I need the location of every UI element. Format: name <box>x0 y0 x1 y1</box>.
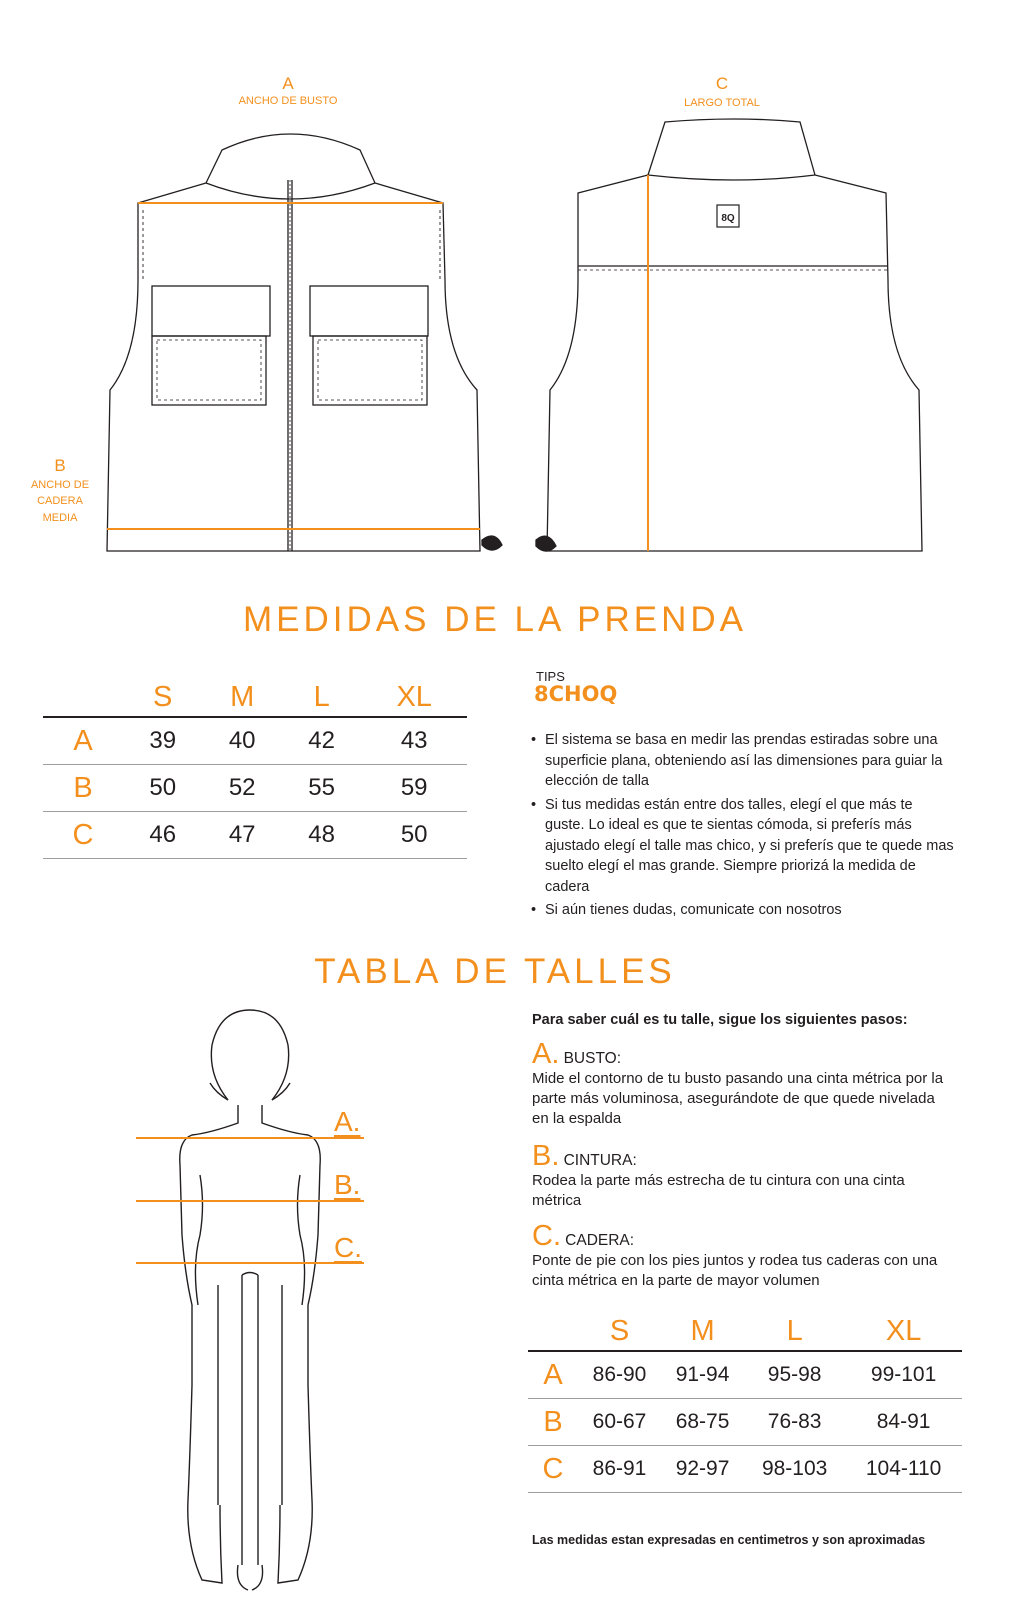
table-cell: 59 <box>361 765 467 812</box>
front-measure-name: ANCHO DE BUSTO <box>238 95 338 107</box>
body-size-table <box>528 1308 962 1493</box>
table-corner <box>43 670 123 717</box>
row-header: B <box>528 1399 578 1446</box>
table-cell: 42 <box>282 717 361 765</box>
table-cell: 40 <box>202 717 281 765</box>
body-label-a: A. <box>334 1106 361 1137</box>
hip-measure-name-3: MEDIA <box>42 512 78 524</box>
table-cell: 84-91 <box>845 1399 962 1446</box>
body-label-b: B. <box>334 1169 361 1200</box>
tips-heading: TIPS <box>536 669 565 684</box>
hip-measure-name-2: CADERA <box>37 495 83 507</box>
tips-item: • El sistema se basa en medir las prendas estiradas sobre una superficie plana, obteniendo así las dimensiones para guiar la elección de talla <box>531 730 956 792</box>
table-cell: 86-91 <box>578 1446 661 1493</box>
table-cell: 46 <box>123 812 202 859</box>
table-cell: 104-110 <box>845 1446 962 1493</box>
step-description: Ponte de pie con los pies juntos y rodea tus caderas con una cinta métrica en la parte de mayor volumen <box>532 1252 938 1289</box>
column-header: S <box>123 670 202 717</box>
column-header: L <box>282 670 361 717</box>
vest-back-drawing <box>536 119 922 551</box>
table-corner <box>528 1308 578 1351</box>
table-cell: 76-83 <box>744 1399 845 1446</box>
column-header: M <box>661 1308 744 1351</box>
hip-measure-name-1: ANCHO DE <box>30 479 90 491</box>
table-header-row <box>43 670 467 717</box>
row-header: A <box>43 717 123 765</box>
table-row <box>528 1351 962 1399</box>
table-cell: 98-103 <box>744 1446 845 1493</box>
garment-measure-table <box>43 670 467 859</box>
step-waist <box>532 1142 952 1211</box>
front-measure-letter: A <box>282 74 294 93</box>
step-letter: A. <box>532 1038 560 1070</box>
table-cell: 68-75 <box>661 1399 744 1446</box>
tips-brand-logo: 8CHOQ <box>534 682 618 706</box>
size-steps-intro: Para saber cuál es tu talle, sigue los siguientes pasos: <box>532 1012 908 1028</box>
step-name: CADERA: <box>565 1232 635 1249</box>
garment-section-title: MEDIDAS DE LA PRENDA <box>243 600 747 639</box>
table-row <box>43 765 467 812</box>
body-figure-drawing <box>130 1005 370 1595</box>
tips-list <box>531 730 956 924</box>
row-header: C <box>43 812 123 859</box>
table-cell: 52 <box>202 765 281 812</box>
step-letter: B. <box>532 1140 560 1172</box>
row-header: C <box>528 1446 578 1493</box>
column-header: M <box>202 670 281 717</box>
table-cell: 55 <box>282 765 361 812</box>
table-cell: 92-97 <box>661 1446 744 1493</box>
row-header: A <box>528 1351 578 1399</box>
table-cell: 39 <box>123 717 202 765</box>
table-cell: 86-90 <box>578 1351 661 1399</box>
column-header: S <box>578 1308 661 1351</box>
brand-tag-text: 8Q <box>721 213 735 224</box>
step-name: CINTURA: <box>563 1152 637 1169</box>
column-header: XL <box>361 670 467 717</box>
vest-front-drawing <box>107 134 502 551</box>
table-row <box>43 812 467 859</box>
step-bust <box>532 1040 952 1129</box>
body-label-c: C. <box>334 1232 362 1263</box>
table-cell: 91-94 <box>661 1351 744 1399</box>
back-measure-letter: C <box>715 74 729 93</box>
table-header-row <box>528 1308 962 1351</box>
table-cell: 47 <box>202 812 281 859</box>
table-cell: 43 <box>361 717 467 765</box>
column-header: L <box>744 1308 845 1351</box>
table-cell: 95-98 <box>744 1351 845 1399</box>
step-description: Rodea la parte más estrecha de tu cintura con una cinta métrica <box>532 1172 905 1209</box>
table-cell: 50 <box>123 765 202 812</box>
step-name: BUSTO: <box>563 1050 621 1067</box>
measurement-footnote: Las medidas estan expresadas en centimetros y son aproximadas <box>532 1533 926 1547</box>
back-measure-name: LARGO TOTAL <box>684 97 760 109</box>
size-section-title: TABLA DE TALLES <box>314 952 676 991</box>
table-cell: 99-101 <box>845 1351 962 1399</box>
step-hip <box>532 1222 952 1291</box>
hip-measure-letter: B <box>54 456 66 475</box>
table-row <box>528 1446 962 1493</box>
tips-item: • Si aún tienes dudas, comunicate con nosotros <box>531 900 956 921</box>
table-cell: 60-67 <box>578 1399 661 1446</box>
step-description: Mide el contorno de tu busto pasando una cinta métrica por la parte más voluminosa, asegurándote de que quede nivelada en la espalda <box>532 1070 944 1127</box>
row-header: B <box>43 765 123 812</box>
column-header: XL <box>845 1308 962 1351</box>
garment-diagrams <box>0 0 1024 580</box>
tips-item: • Si tus medidas están entre dos talles, elegí el que más te guste. Lo ideal es que te sientas cómoda, si preferís más ajustado elegí el talle mas chico, y si preferís que te quede mas suelto elegí el mas grande. Siempre priorizá la medida de cadera <box>531 795 956 898</box>
table-row <box>528 1399 962 1446</box>
table-row <box>43 717 467 765</box>
step-letter: C. <box>532 1220 561 1252</box>
table-cell: 50 <box>361 812 467 859</box>
table-cell: 48 <box>282 812 361 859</box>
